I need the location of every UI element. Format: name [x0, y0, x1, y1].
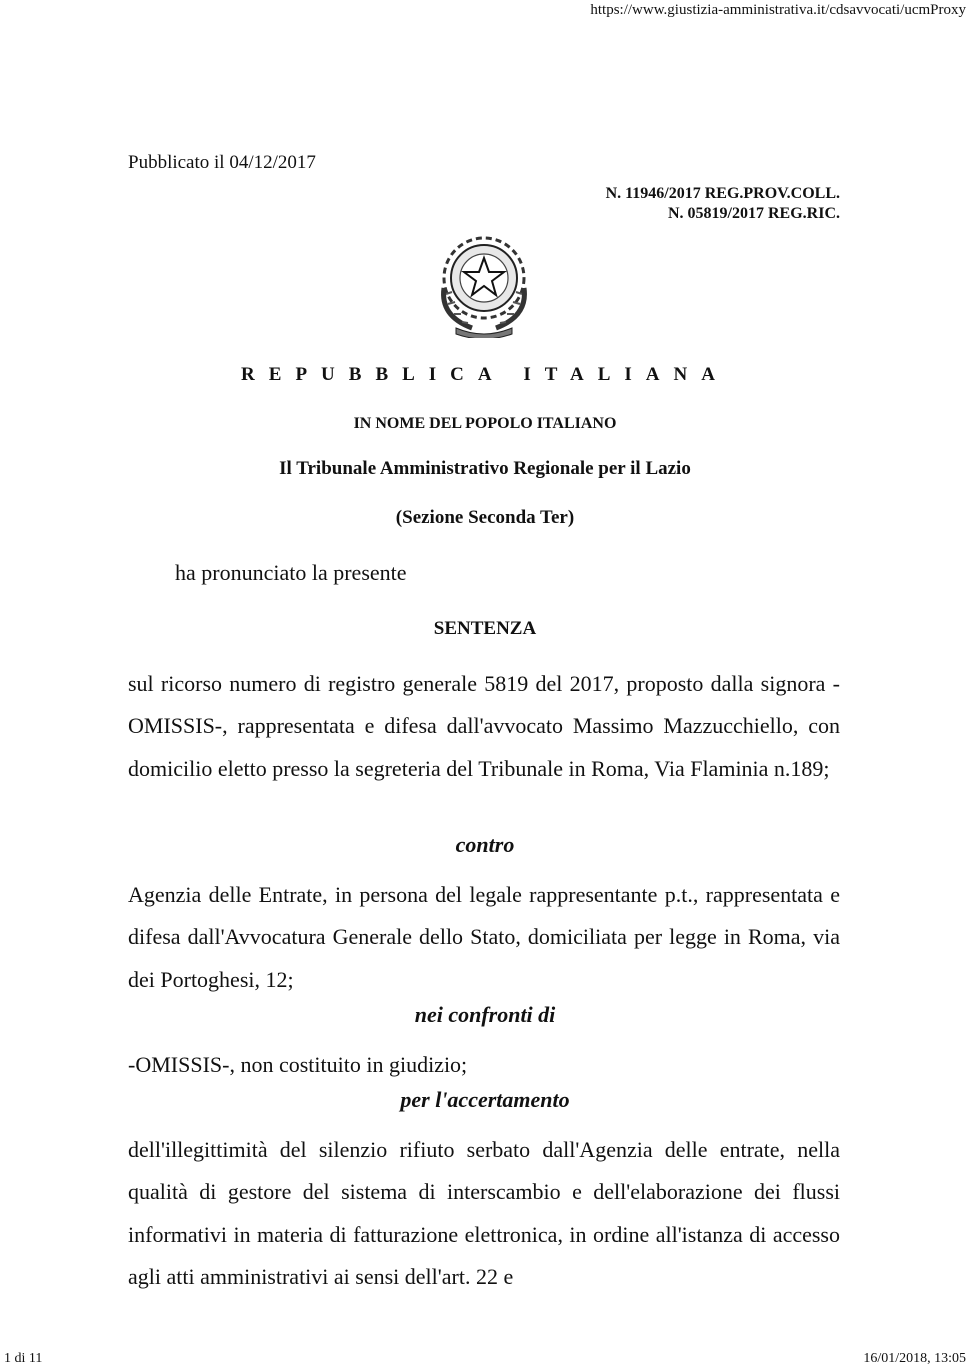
heading-per-accertamento: per l'accertamento — [400, 1087, 570, 1112]
in-nome-del-popolo: IN NOME DEL POPOLO ITALIANO — [353, 415, 617, 432]
tribunal-name: Il Tribunale Amministrativo Regionale per il Lazio — [279, 458, 691, 479]
published-date: Pubblicato il 04/12/2017 — [128, 152, 316, 173]
section-name: (Sezione Seconda Ter) — [395, 507, 575, 528]
paragraph-ricorso: sul ricorso numero di registro generale 5819 del 2017, proposto dalla signora -OMISSIS-, rappresentata e difesa dall'avvocato Massimo Mazzucchiello, con domicilio eletto presso la segreteria del Tribunale in Roma, Via Flaminia n.189; — [128, 671, 840, 781]
paragraph-omissis: -OMISSIS-, non costituito in giudizio; — [128, 1052, 468, 1077]
heading-contro: contro — [455, 832, 515, 857]
republic-title: REPUBBLICA ITALIANA — [241, 364, 729, 385]
heading-nei-confronti: nei confronti di — [414, 1002, 556, 1027]
paragraph-agenzia: Agenzia delle Entrate, in persona del legale rappresentante p.t., rappresentata e difesa dall'Avvocatura Generale dello Stato, domiciliata per legge in Roma, via dei Portoghesi, 12; — [128, 882, 840, 992]
registry-numbers — [540, 184, 840, 224]
paragraph-illegittimita: dell'illegittimità del silenzio rifiuto serbato dall'Agenzia delle entrate, nella qualità di gestore del sistema di interscambio e dell'elaborazione dei flussi informativi in materia di fatturazione elettronica, in ordine all'istanza di accesso agli atti amministrativi ai sensi dell'art. 22 e — [128, 1137, 840, 1289]
pronounced-line: ha pronunciato la presente — [175, 560, 407, 585]
reg-prov-coll: N. 11946/2017 REG.PROV.COLL. — [605, 185, 840, 202]
page-counter: 1 di 11 — [4, 1351, 43, 1366]
browser-url: https://www.giustizia-amministrativa.it/cdsavvocati/ucmProxy — [590, 2, 966, 18]
reg-ric: N. 05819/2017 REG.RIC. — [667, 205, 840, 222]
italian-republic-emblem-icon — [432, 228, 536, 338]
print-datetime: 16/01/2018, 13:05 — [863, 1351, 966, 1366]
sentenza-heading: SENTENZA — [433, 618, 537, 639]
